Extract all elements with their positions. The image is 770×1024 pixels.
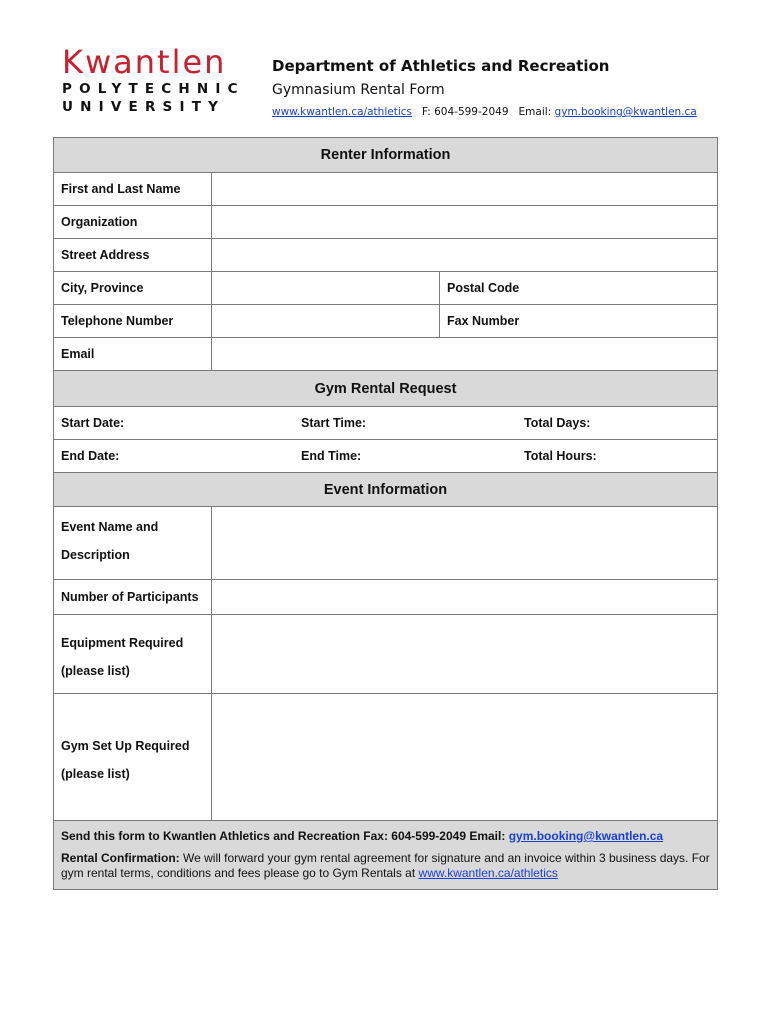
section-gym-rental-request: Gym Rental Request (54, 371, 718, 407)
event-name-label: Event Name and Description (54, 507, 212, 580)
city-province-label: City, Province (54, 272, 212, 305)
footer-email-link[interactable]: gym.booking@kwantlen.ca (508, 829, 664, 843)
telephone-label: Telephone Number (54, 305, 212, 338)
email-field[interactable] (212, 338, 718, 371)
name-field[interactable] (212, 173, 718, 206)
website-link[interactable]: www.kwantlen.ca/athletics (272, 106, 412, 118)
total-days-field[interactable]: Total Days: (524, 416, 591, 430)
street-address-field[interactable] (212, 239, 718, 272)
end-time-field[interactable]: End Time: (301, 449, 362, 463)
end-date-field[interactable]: End Date: (61, 449, 120, 463)
email-link[interactable]: gym.booking@kwantlen.ca (554, 106, 697, 118)
kwantlen-logo (62, 44, 252, 116)
start-date-field[interactable]: Start Date: (61, 416, 125, 430)
postal-code-label: Postal Code (447, 281, 520, 295)
logo-line-university: UNIVERSITY (62, 99, 226, 115)
equipment-field[interactable] (212, 615, 718, 694)
contact-line (272, 106, 697, 118)
footer-website-link[interactable]: www.kwantlen.ca/athletics (418, 866, 558, 880)
send-form-line: Send this form to Kwantlen Athletics and Recreation Fax: 604-599-2049 Email: gym.booking@kwantlen.ca (61, 829, 664, 843)
logo-line-polytechnic: POLYTECHNIC (62, 81, 245, 97)
rental-confirmation (61, 851, 710, 881)
street-address-label: Street Address (54, 239, 212, 272)
organization-field[interactable] (212, 206, 718, 239)
section-renter-information: Renter Information (54, 138, 718, 173)
fax-number-label: Fax Number (447, 314, 520, 328)
form-title: Gymnasium Rental Form (272, 82, 445, 98)
event-description-field[interactable] (212, 507, 718, 580)
participants-field[interactable] (212, 580, 718, 615)
postal-code-field[interactable] (440, 272, 718, 305)
name-label: First and Last Name (54, 173, 212, 206)
fax-number-field[interactable] (440, 305, 718, 338)
gym-setup-field[interactable] (212, 694, 718, 821)
telephone-field[interactable] (212, 305, 440, 338)
form-header (272, 56, 697, 118)
gym-setup-label: Gym Set Up Required (please list) (54, 694, 212, 821)
participants-label: Number of Participants (54, 580, 212, 615)
logo-wordmark: Kwantlen (62, 43, 227, 81)
equipment-label: Equipment Required (please list) (54, 615, 212, 694)
total-hours-field[interactable]: Total Hours: (524, 449, 597, 463)
city-province-field[interactable] (212, 272, 440, 305)
email-field-label: Email (54, 338, 212, 371)
confirmation-label: Rental Confirmation: (61, 851, 180, 865)
section-event-information: Event Information (54, 473, 718, 507)
footer-instructions (54, 821, 718, 890)
email-label: Email: (518, 106, 552, 118)
fax-number: F: 604-599-2049 (422, 106, 509, 118)
rental-form-table (53, 137, 718, 890)
department-title: Department of Athletics and Recreation (272, 57, 610, 75)
start-time-field[interactable]: Start Time: (301, 416, 367, 430)
confirmation-text: We will forward your gym rental agreement for signature and an invoice within 3 business days. For gym rental terms, conditions and fees please go to Gym Rentals at (61, 851, 710, 880)
organization-label: Organization (54, 206, 212, 239)
